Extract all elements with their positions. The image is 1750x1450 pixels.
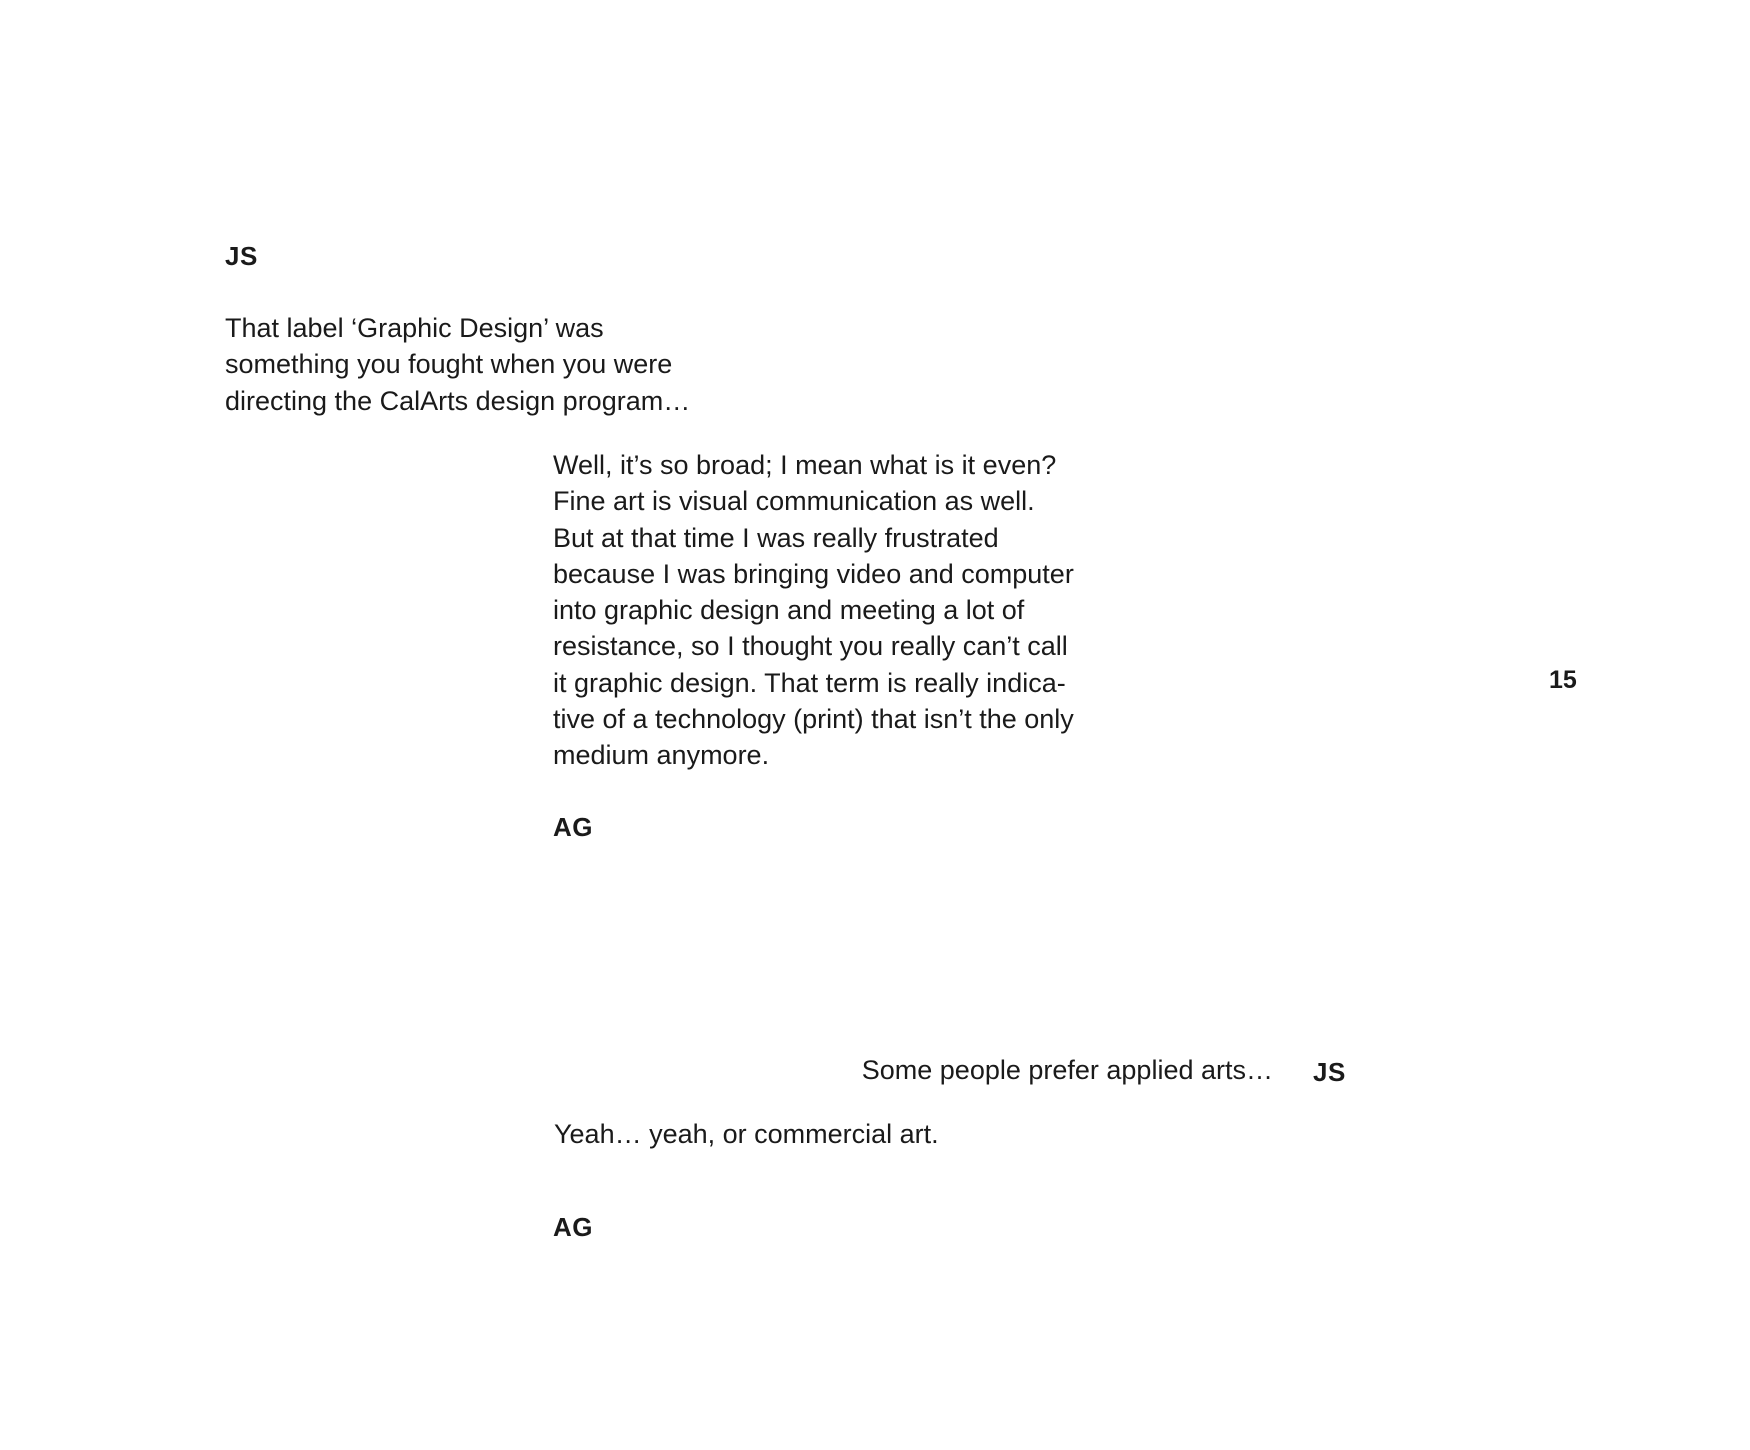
answer-passage bbox=[553, 447, 1074, 774]
answer-line: Well, it’s so broad; I mean what is it even? bbox=[553, 450, 1057, 480]
speaker-label-ag: AG bbox=[553, 1212, 593, 1242]
page-number: 15 bbox=[1549, 666, 1577, 694]
answer-line: medium anymore. bbox=[553, 740, 770, 771]
answer-line: it graphic design. That term is really indica- bbox=[553, 667, 1066, 698]
answer-line: because I was bringing video and computer bbox=[553, 558, 1074, 589]
answer-line: tive of a technology (print) that isn’t the only bbox=[553, 704, 1074, 735]
question-line: Some people prefer applied arts… bbox=[861, 1055, 1273, 1085]
speaker-label-js: JS bbox=[1313, 1057, 1346, 1087]
speaker-label-ag: AG bbox=[553, 812, 593, 842]
answer-line: resistance, so I thought you really can’t call bbox=[553, 631, 1068, 662]
answer-passage bbox=[554, 1116, 939, 1152]
answer-line: Fine art is visual communication as well. bbox=[553, 486, 1035, 517]
question-line: directing the CalArts design program… bbox=[225, 385, 691, 416]
answer-line: Yeah… yeah, or commercial art. bbox=[554, 1119, 939, 1149]
answer-line: into graphic design and meeting a lot of bbox=[553, 595, 1025, 626]
question-line: That label ‘Graphic Design’ was bbox=[225, 313, 604, 343]
answer-line: But at that time I was really frustrated bbox=[553, 522, 999, 553]
question-passage bbox=[225, 310, 690, 419]
question-line: something you fought when you were bbox=[225, 349, 673, 380]
speaker-label-js: JS bbox=[225, 241, 258, 271]
question-passage bbox=[862, 1052, 1273, 1088]
